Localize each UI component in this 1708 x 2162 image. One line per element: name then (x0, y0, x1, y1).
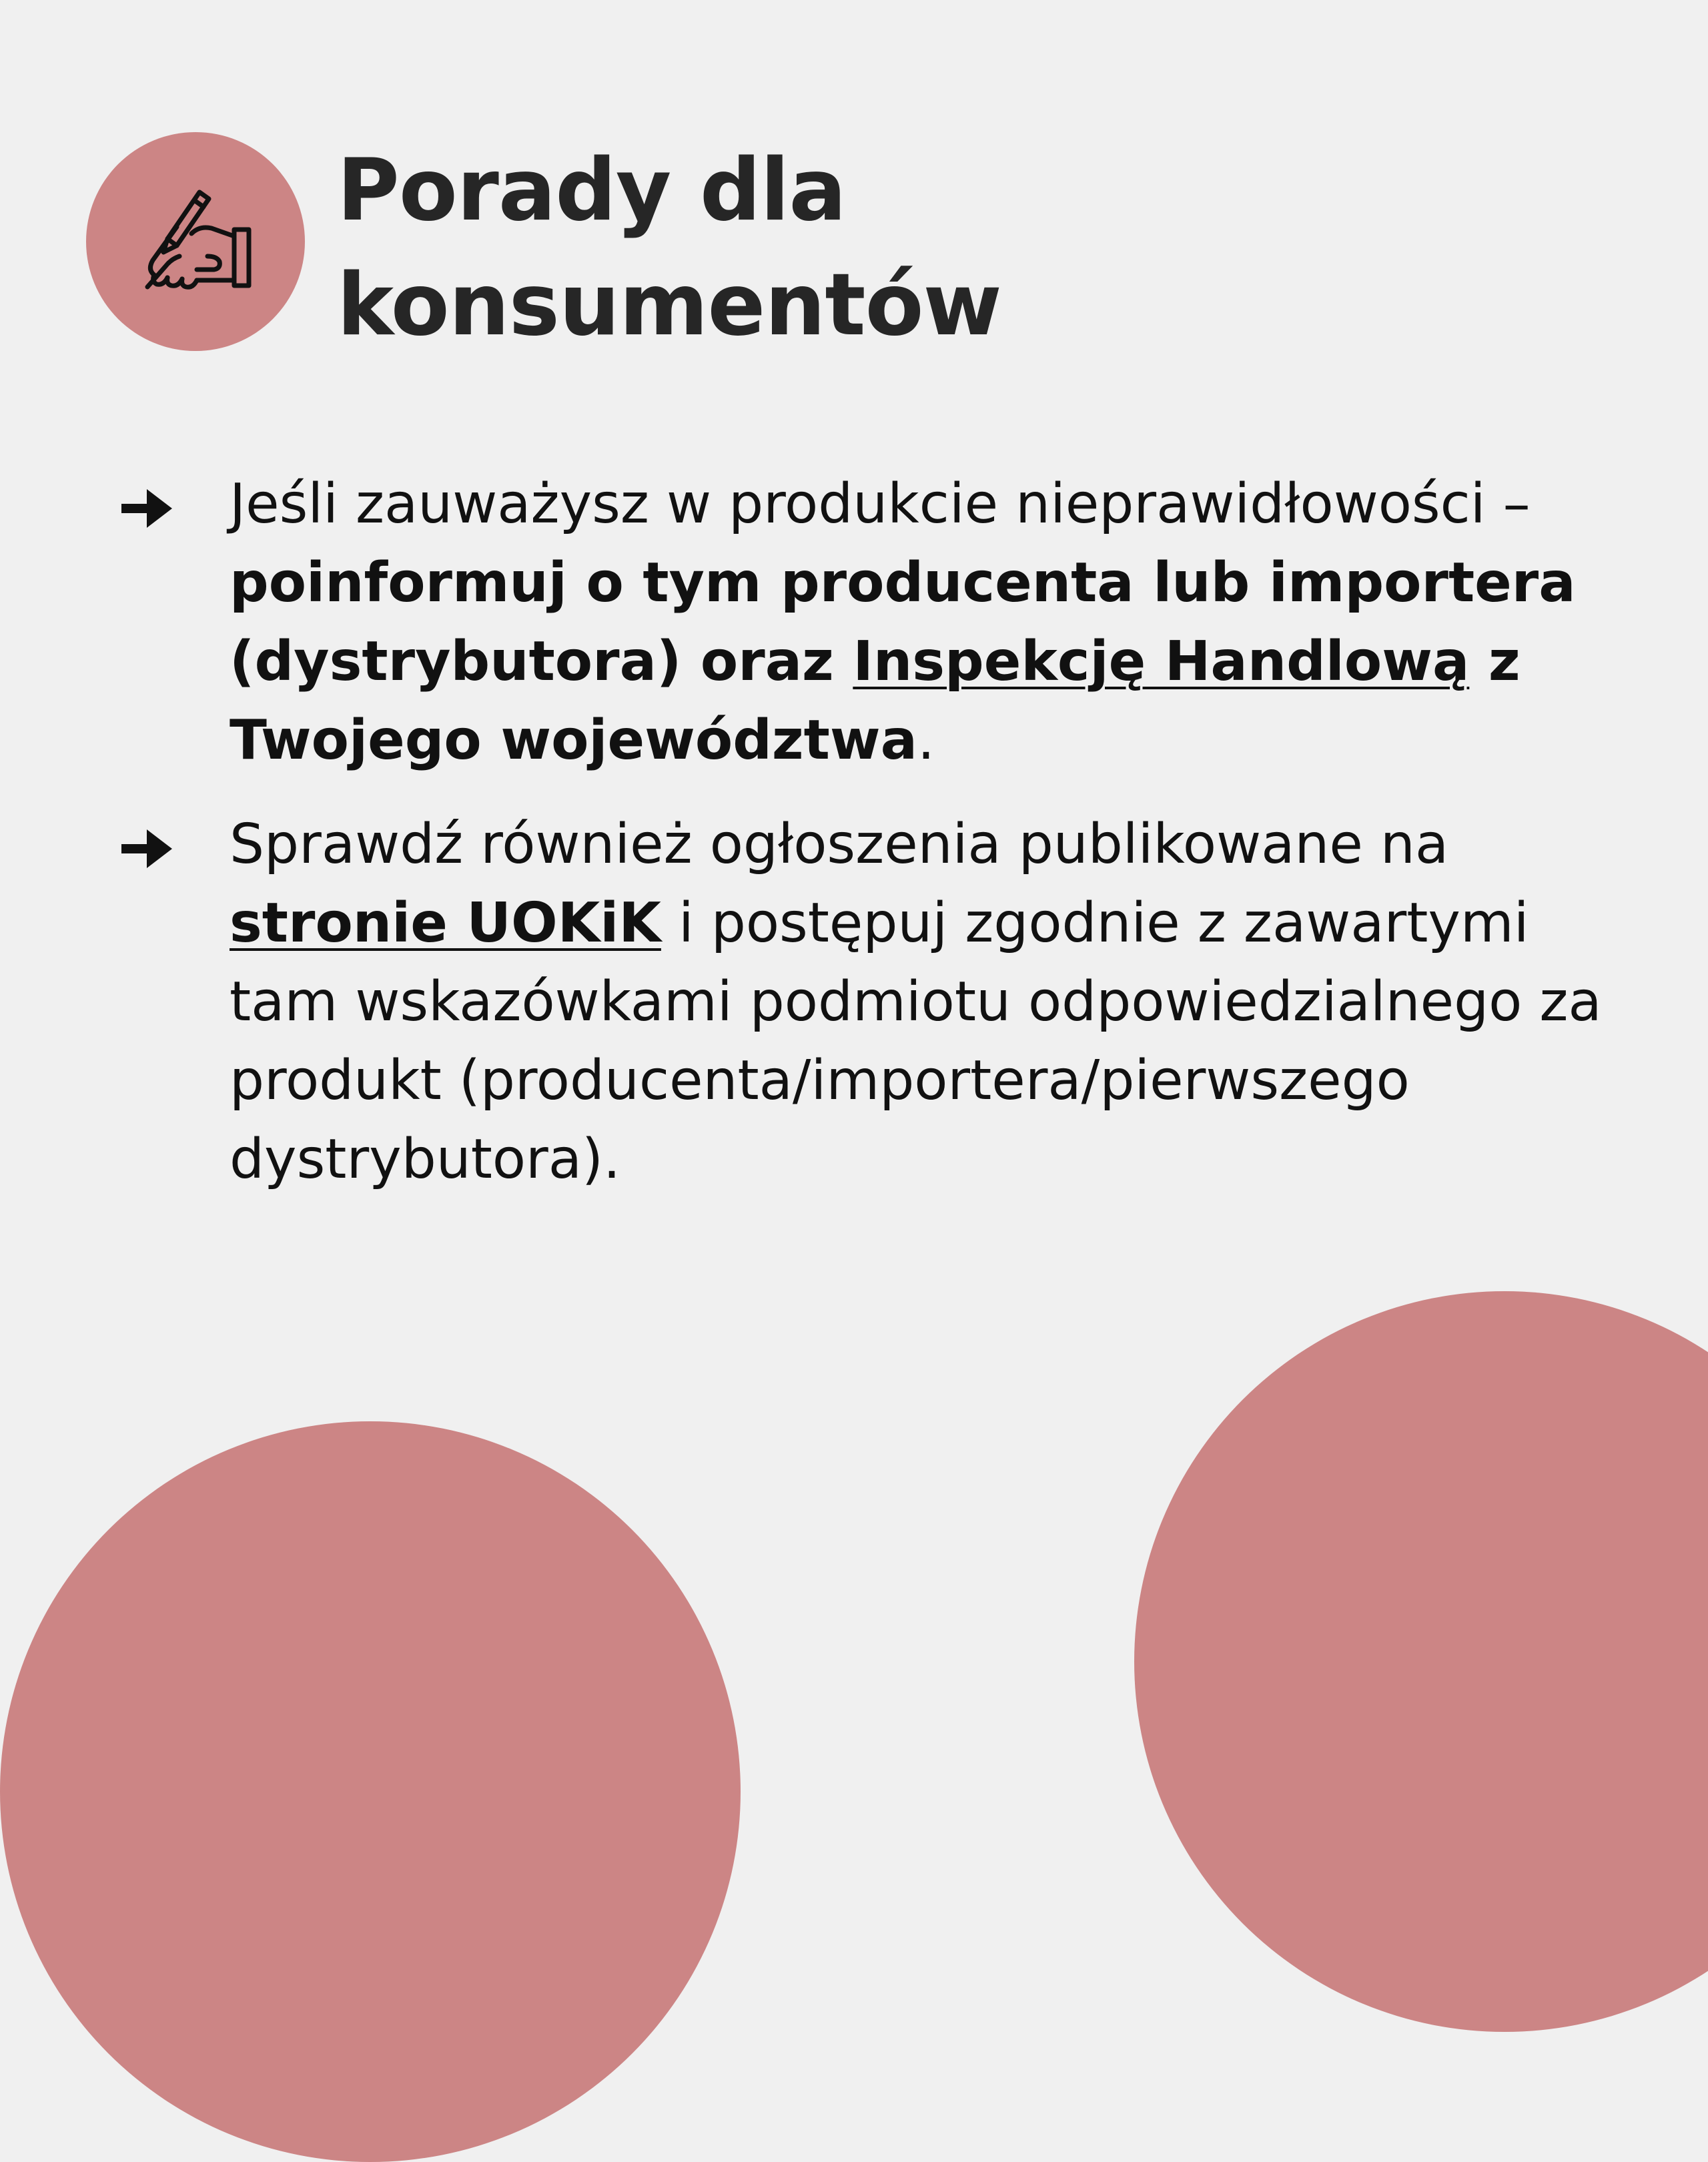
tip-check-intro: Sprawdź również ogłoszenia publikowane na (230, 813, 1449, 876)
tip-item-report (117, 465, 1625, 780)
tip-report-end: . (917, 709, 935, 772)
uokik-website-link[interactable]: stronie UOKiK (230, 891, 661, 955)
decorative-circle-bottom-right (1134, 1291, 1708, 2032)
tip-item-check-announcements (117, 805, 1625, 1199)
page-title-line-2: konsumentów (337, 256, 1001, 355)
hand-writing-icon (133, 187, 260, 294)
tip-report-bold-2: z Twojego województwa (230, 630, 1521, 772)
tip-report-intro: Jeśli zauważysz w produkcie nieprawidłowości – (230, 472, 1531, 536)
tip-text-report (230, 465, 1625, 780)
tips-list (117, 465, 1625, 1224)
page-title-line-1: Porady dla (337, 141, 846, 240)
tip-text-check-announcements (230, 805, 1625, 1199)
inspekcja-handlowa-link[interactable]: Inspekcję Handlową (853, 630, 1470, 693)
arrow-right-icon (117, 825, 175, 872)
tip-check-rest: i postępuj zgodnie z zawartymi tam wskazówkami podmiotu odpowiedzialnego za produkt (producenta/importera/pierwszego dystrybutora). (230, 891, 1602, 1191)
header-icon-badge (86, 132, 305, 351)
tip-report-bold-1: poinformuj o tym producenta lub importera (dystrybutora) oraz (230, 551, 1576, 693)
decorative-circle-bottom-left (0, 1421, 741, 2162)
arrow-right-icon (117, 485, 175, 532)
page-title (337, 133, 1001, 363)
